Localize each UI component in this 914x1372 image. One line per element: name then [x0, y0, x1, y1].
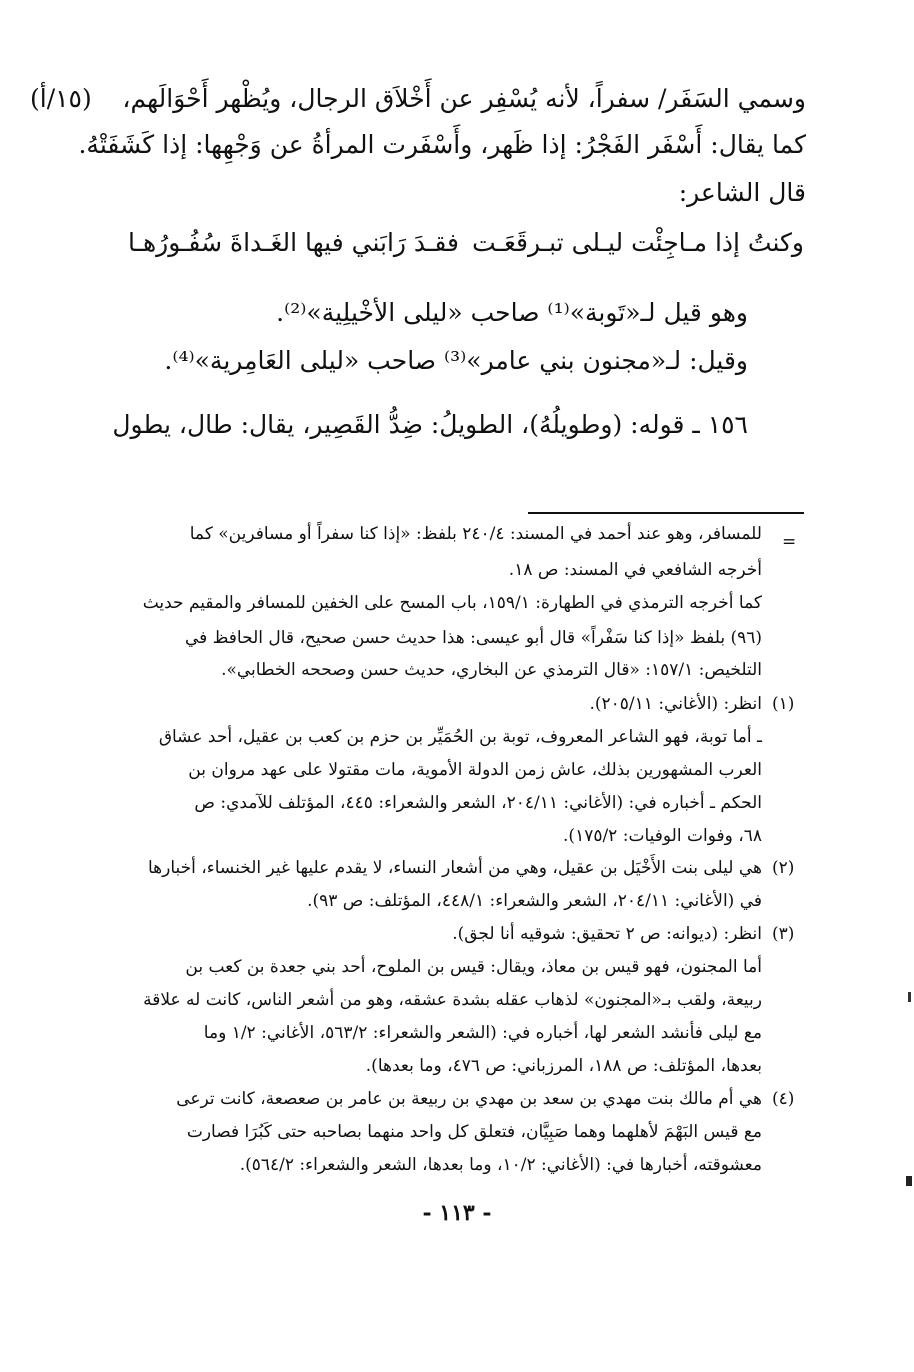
footnote-3-line: بعدها، المؤتلف: ص ١٨٨، المرزباني: ص ٤٧٦، وما بعدها).	[365, 1056, 762, 1076]
footnote-3-line: انظر: (ديوانه: ص ٢ تحقيق: شوقيه أنا لجق).	[452, 924, 762, 944]
footnote-cont-line: كما أخرجه الترمذي في الطهارة: ١٥٩/١، باب المسح على الخفين للمسافر والمقيم حديث	[142, 593, 762, 613]
footnote-1-line: الحكم ـ أخباره في: (الأغاني: ٢٠٤/١١، الشعر والشعراء: ٤٤٥، المؤتلف للآمدي: ص	[194, 793, 762, 813]
manuscript-folio-ref: (١٥/أ)	[30, 84, 92, 113]
footnote-cont-line: أخرجه الشافعي في المسند: ص ١٨.	[508, 560, 762, 580]
footnote-2-mark: (٢)	[772, 858, 795, 878]
main-line-6: ١٥٦ ـ قوله: (وطويلُهُ)، الطويلُ: ضِدُّ القَصِير، يقال: طال، يطول	[112, 410, 748, 439]
footnote-4-line: هي أم مالك بنت مهدي بن سعد بن مهدي بن ربيعة بن عامر بن صعصعة، كانت ترعى	[176, 1089, 762, 1109]
footnote-cont-line: (٩٦) بلفظ «إذا كنا سَفْراً» قال أبو عيسى: هذا حديث حسن صحيح، قال الحافظ في	[184, 628, 762, 648]
footnote-2-line: في (الأغاني: ٢٠٤/١١، الشعر والشعراء: ٤٤٨/١، المؤتلف: ص ٩٣).	[307, 891, 762, 911]
footnote-1-mark: (١)	[772, 694, 795, 714]
footnote-3-line: ربيعة، ولقب بـ«المجنون» لذهاب عقله بشدة عشقه، وهو من أشعر الناس، كانت له علاقة	[143, 990, 762, 1010]
footnote-separator	[528, 512, 804, 514]
footnote-cont-line: التلخيص: ١٥٧/١: «قال الترمذي عن البخاري، حديث حسن وصححه الخطابي».	[221, 660, 762, 680]
footnote-3-line: أما المجنون، فهو قيس بن معاذ، ويقال: قيس بن الملوح، أحد بني جعدة بن كعب بن	[185, 957, 762, 977]
main-line-5: وقيل: لـ«مجنون بني عامر»⁽³⁾ صاحب «ليلى العَامِرية»⁽⁴⁾.	[164, 346, 748, 375]
scan-edge-mark	[906, 1176, 912, 1186]
footnote-1-line: انظر: (الأغاني: ٢٠٥/١١).	[589, 694, 762, 714]
main-line-3: قال الشاعر:	[678, 178, 806, 207]
main-line-2: كما يقال: أَسْفَر الفَجْرُ: إذا ظَهر، وأَسْفَرت المرأةُ عن وَجْهِها: إذا كَشَفَتْهُ.	[78, 130, 806, 159]
footnote-1-line: ٦٨، وفوات الوفيات: ١٧٥/٢).	[563, 826, 762, 846]
footnote-1-line: العرب المشهورين بذلك، عاش زمن الدولة الأموية، مات مقتولا على عهد مروان بن	[188, 760, 762, 780]
continuation-mark: =	[782, 532, 797, 552]
footnote-4-mark: (٤)	[772, 1089, 795, 1109]
footnote-3-line: مع ليلى فأنشد الشعر لها، أخباره في: (الشعر والشعراء: ٥٦٣/٢، الأغاني: ١/٢ وما	[203, 1023, 762, 1043]
verse-first-hemistich: وكنتُ إذا مـاجِئْت ليـلى تبـرقَعَـت	[472, 228, 804, 257]
verse-second-hemistich: فقـدَ رَابَني فيها الغَـداةَ سُفُـورُهـا	[128, 228, 459, 257]
footnote-2-line: هي ليلى بنت الأَخْيَل بن عقيل، وهي من أشعار النساء، لا يقدم عليها غير الخنساء، أخبارها	[147, 858, 762, 878]
page-number: - ١١٣ -	[422, 1200, 492, 1226]
footnote-4-line: معشوقته، أخبارها في: (الأغاني: ١٠/٢، وما بعدها، الشعر والشعراء: ٥٦٤/٢).	[239, 1155, 762, 1175]
footnote-3-mark: (٣)	[772, 924, 795, 944]
scan-edge-mark	[908, 992, 911, 1002]
footnote-1-line: ـ أما توبة، فهو الشاعر المعروف، توبة بن الحُمَيِّر بن حزم بن كعب بن عقيل، أحد عشاق	[158, 727, 762, 747]
footnote-cont-line: للمسافر، وهو عند أحمد في المسند: ٢٤٠/٤ بلفظ: «إذا كنا سفراً أو مسافرين» كما	[189, 524, 762, 544]
footnote-4-line: مع قيس البَهْمَ لأهلهما وهما صَبِيَّان، فتعلق كل واحد منهما بصاحبه حتى كَبُرَا فصارت	[186, 1122, 762, 1142]
main-line-4: وهو قيل لـ«تَوبة»⁽¹⁾ صاحب «ليلى الأخْيلِية»⁽²⁾.	[276, 298, 748, 327]
main-line-1: وسمي السَفَر/ سفراً، لأنه يُسْفِر عن أَخْلاَق الرجال، ويُظْهر أَحْوَالَهم،	[122, 84, 806, 113]
